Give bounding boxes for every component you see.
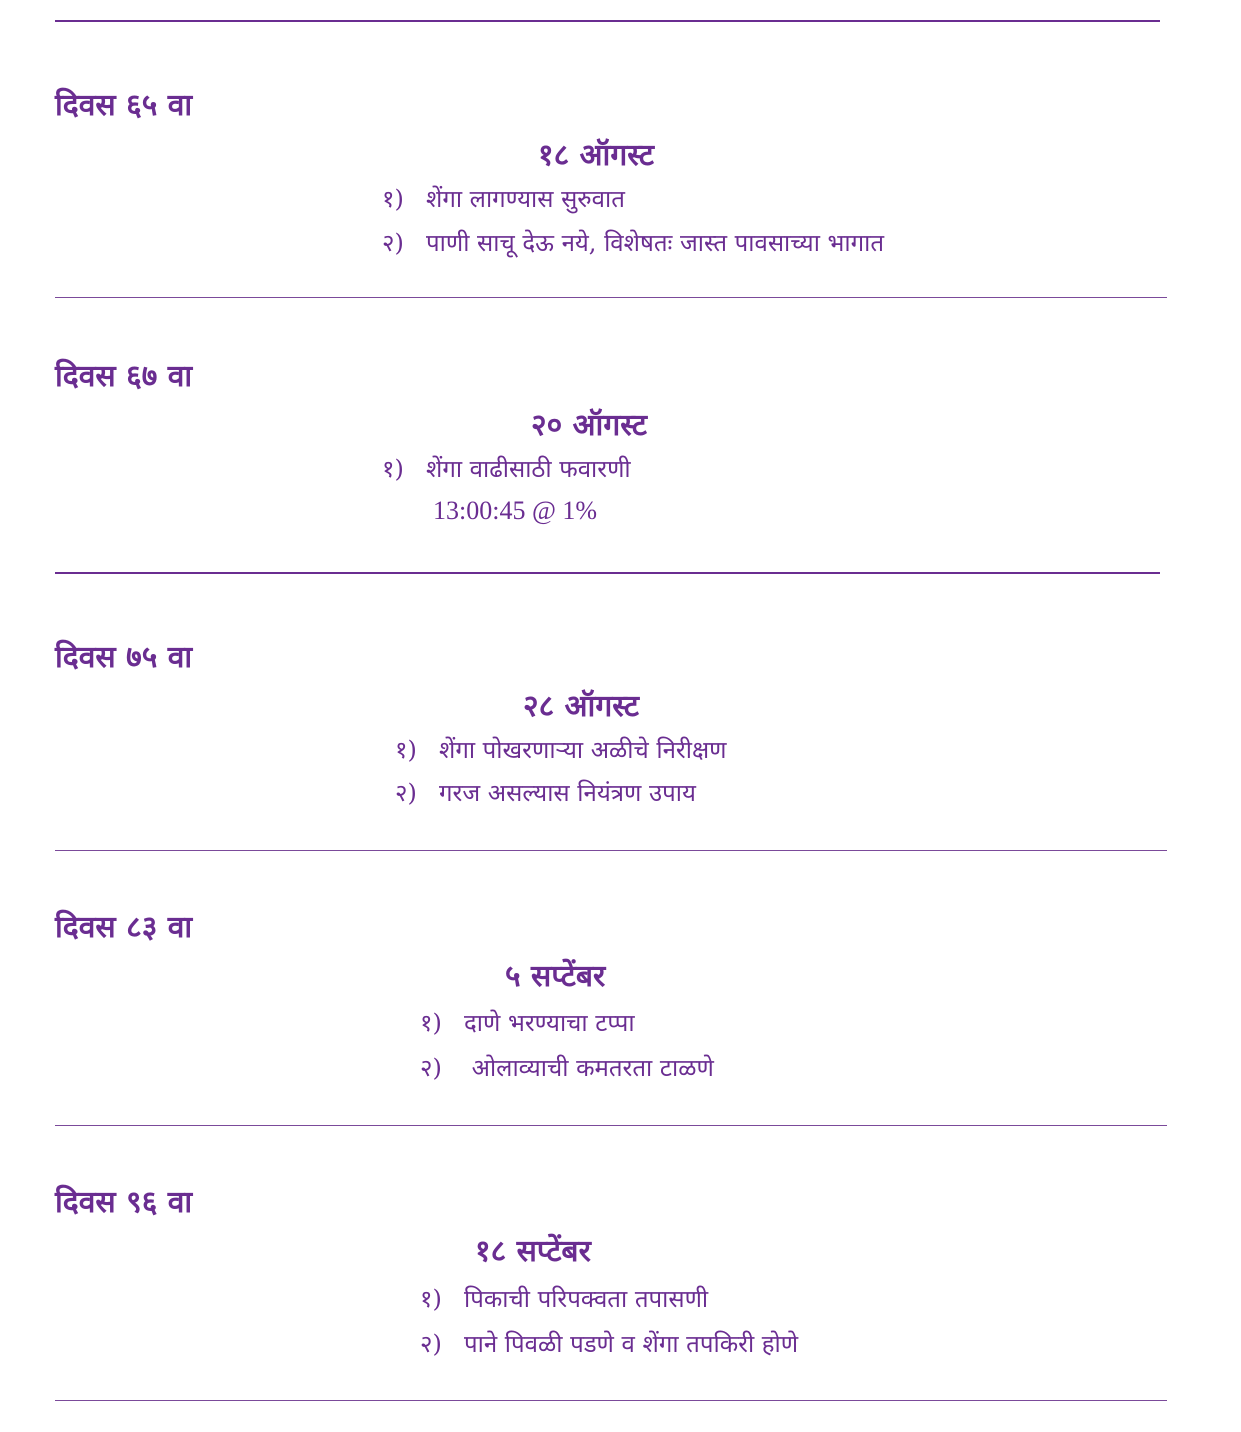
date-heading: १८ ऑगस्ट [538, 138, 655, 173]
list-text: ओलाव्याची कमतरता टाळणे [464, 1054, 714, 1082]
list-item [420, 1282, 708, 1315]
list-text: दाणे भरण्याचा टप्पा [464, 1009, 635, 1037]
list-item [420, 1051, 714, 1084]
list-text: गरज असल्यास नियंत्रण उपाय [439, 779, 696, 807]
day-heading: दिवस ७५ वा [55, 640, 193, 675]
list-number: २) [382, 229, 404, 257]
list-number: २) [395, 779, 417, 807]
list-text: शेंगा लागण्यास सुरुवात [426, 185, 625, 213]
date-heading: १८ सप्टेंबर [475, 1234, 591, 1269]
list-text: शेंगा पोखरणाऱ्या अळीचे निरीक्षण [439, 736, 727, 764]
list-item [420, 1327, 798, 1360]
list-number: २) [420, 1330, 442, 1358]
list-text: शेंगा वाढीसाठी फवारणी [426, 455, 631, 483]
bottom-divider [55, 1400, 1167, 1401]
list-number: १) [420, 1009, 442, 1037]
day-heading: दिवस ६७ वा [55, 359, 193, 394]
list-item [395, 776, 696, 809]
date-heading: २० ऑगस्ट [531, 408, 648, 443]
top-divider [55, 20, 1160, 22]
date-heading: २८ ऑगस्ट [523, 689, 640, 724]
list-number: १) [382, 185, 404, 213]
date-heading: ५ सप्टेंबर [505, 959, 606, 994]
section-divider [55, 1125, 1167, 1126]
list-number: १) [382, 455, 404, 483]
list-text: पाने पिवळी पडणे व शेंगा तपकिरी होणे [464, 1330, 799, 1358]
list-text: पाणी साचू देऊ नये, विशेषतः जास्त पावसाच्या भागात [426, 229, 885, 257]
day-heading: दिवस ९६ वा [55, 1185, 193, 1220]
list-number: १) [395, 736, 417, 764]
section-divider [55, 572, 1160, 574]
list-item [395, 733, 727, 766]
section-divider [55, 297, 1167, 298]
list-number: २) [420, 1054, 442, 1082]
day-heading: दिवस ६५ वा [55, 88, 193, 123]
day-heading: दिवस ८३ वा [55, 910, 193, 945]
list-item [382, 226, 884, 259]
list-item [382, 182, 625, 215]
section-divider [55, 850, 1167, 851]
list-item [382, 452, 631, 485]
spray-note: 13:00:45 @ 1% [433, 496, 598, 525]
list-item [420, 1006, 635, 1039]
list-text: पिकाची परिपक्वता तपासणी [464, 1285, 709, 1313]
list-number: १) [420, 1285, 442, 1313]
